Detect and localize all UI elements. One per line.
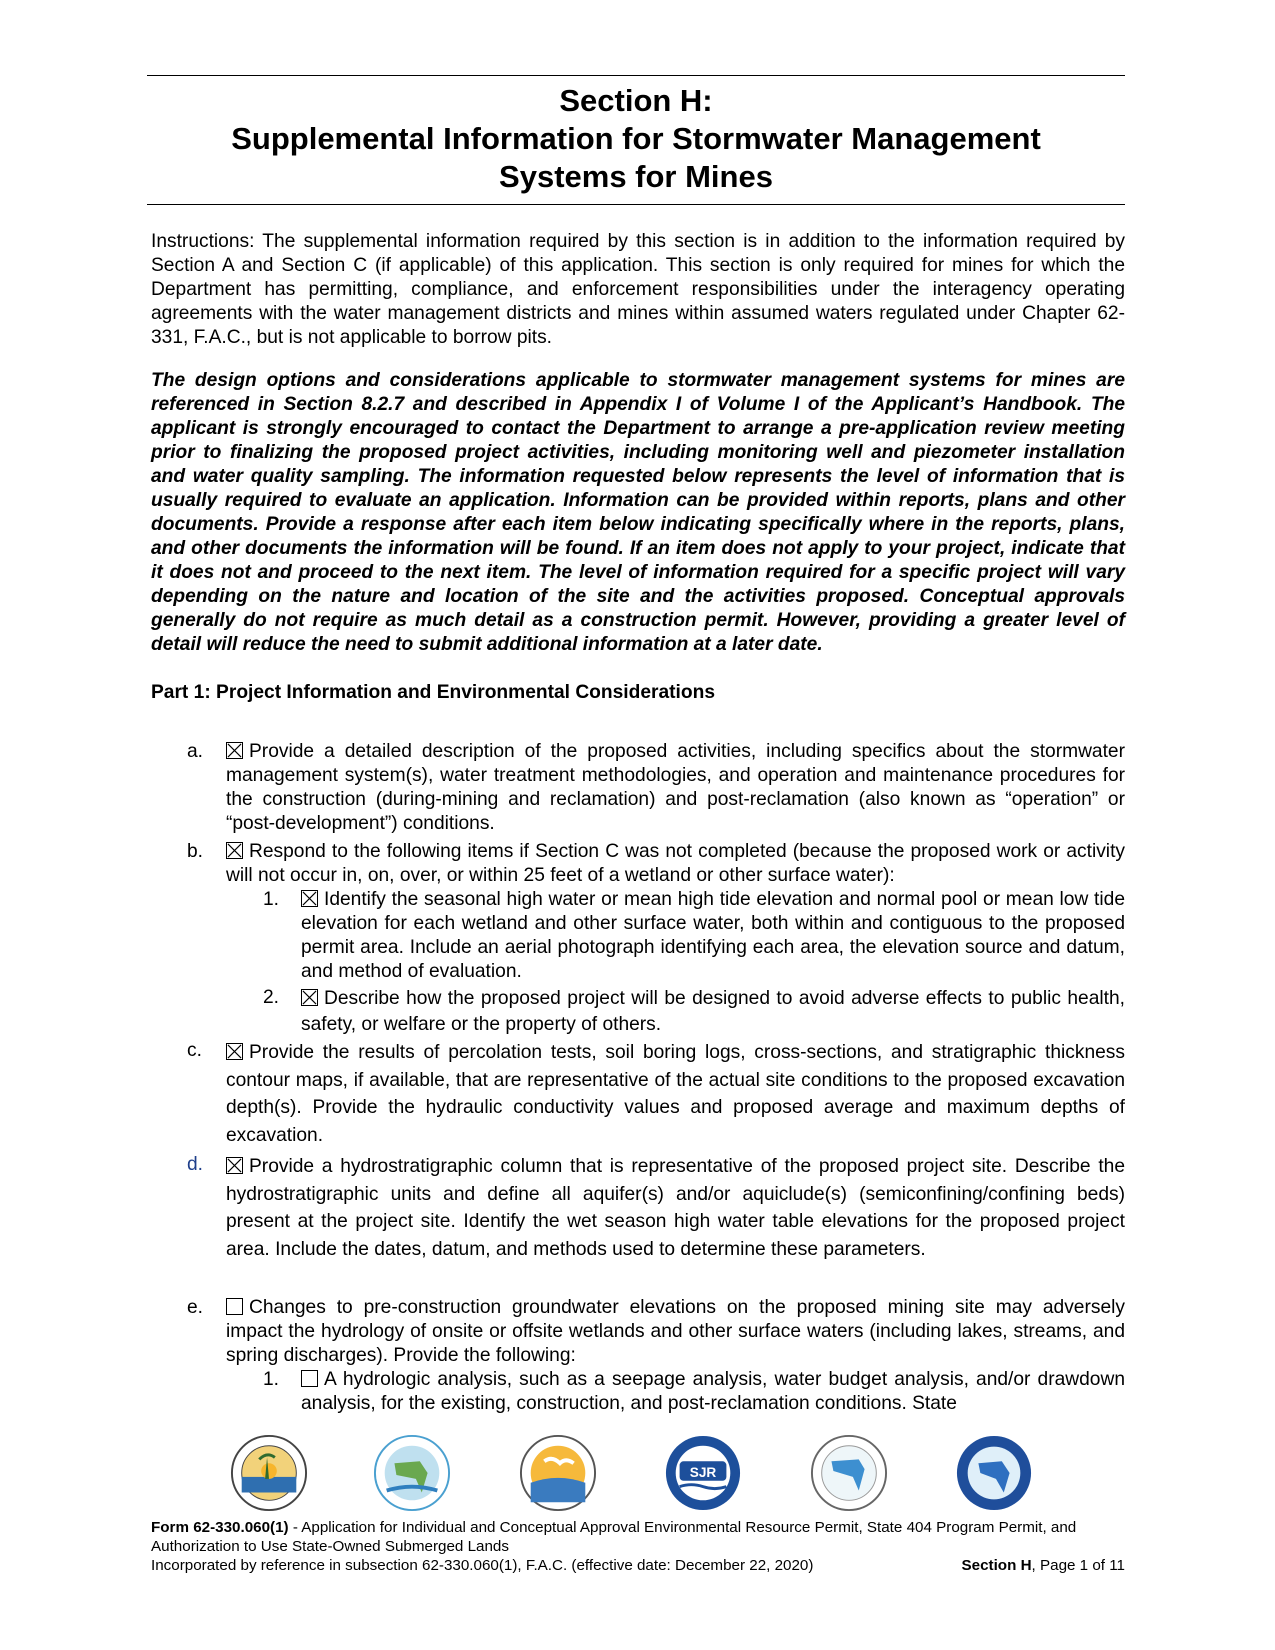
footer-form-number: Form 62-330.060(1)	[151, 1519, 289, 1536]
item-b2-text: Describe how the proposed project will be designed to avoid adverse effects to public health, safety, or welfare or the property of others.	[301, 988, 1125, 1035]
item-c-text: Provide the results of percolation tests, soil boring logs, cross-sections, and stratigraphic thickness contour maps, if available, that are representative of the actual site conditions to the proposed excavation depth(s). Provide the hydraulic conductivity values and proposed average and maximum depths of excavation.	[226, 1042, 1125, 1146]
item-b1-marker: 1.	[263, 889, 280, 910]
item-b1	[301, 888, 1125, 984]
item-a	[226, 740, 1125, 836]
srwmd-logo-icon	[519, 1434, 597, 1512]
item-c-checkbox[interactable]	[226, 1043, 243, 1060]
footer-form-desc: - Application for Individual and Conceptual Approval Environmental Resource Permit, State 404 Program Permit, and Authorization to Use State-Owned Submerged Lands	[151, 1519, 1077, 1555]
item-e-text: Changes to pre-construction groundwater elevations on the proposed mining site may adversely impact the hydrology of onsite or offsite wetlands and other surface waters (including lakes, streams, and spring discharges). Provide the following:	[226, 1297, 1125, 1366]
footer-form-line	[151, 1518, 1125, 1556]
item-b-text: Respond to the following items if Section C was not completed (because the proposed work or activity will not occur in, on, over, or within 25 feet of a wetland or other surface water):	[226, 841, 1125, 886]
footer-page-number	[962, 1556, 1126, 1575]
item-b2-marker: 2.	[263, 987, 280, 1008]
title-top-rule	[147, 75, 1125, 76]
item-b2-checkbox[interactable]	[301, 989, 318, 1006]
page-title	[147, 82, 1125, 196]
item-e1	[301, 1368, 1125, 1416]
item-b-checkbox[interactable]	[226, 842, 243, 859]
footer-section-label: Section H	[961, 1557, 1032, 1574]
item-b1-checkbox[interactable]	[301, 890, 318, 907]
item-a-marker: a.	[187, 741, 204, 762]
sfwmd-logo-icon	[955, 1434, 1033, 1512]
item-d-text: Provide a hydrostratigraphic column that is representative of the proposed project site. Describe the hydrostratigraphic units and define all aquifer(s) and/or aquiclude(s) (semiconfining/confining beds) present at the project site. Identify the wet season high water table elevations for the proposed project area. Include the dates, datum, and methods used to determine these parameters.	[226, 1156, 1125, 1260]
item-a-text: Provide a detailed description of the proposed activities, including specifics about the stormwater management system(s), water treatment methodologies, and operation and maintenance procedures for the construction (during-mining and reclamation) and post-reclamation (also known as “operation” or “post-development”) conditions.	[226, 741, 1125, 834]
item-e-checkbox[interactable]	[226, 1298, 243, 1315]
item-d-checkbox[interactable]	[226, 1157, 243, 1174]
title-line-3: Systems for Mines	[499, 159, 773, 194]
item-b1-text: Identify the seasonal high water or mean high tide elevation and normal pool or mean low tide elevation for each wetland and other surface water, both within and contiguous to the proposed permit area. Include an aerial photograph identifying each area, the elevation source and datum, and method of evaluation.	[301, 889, 1125, 982]
item-e1-text: A hydrologic analysis, such as a seepage analysis, water budget analysis, and/or drawdown analysis, for the existing, construction, and post-reclamation conditions. State	[301, 1369, 1125, 1414]
item-e1-marker: 1.	[263, 1369, 280, 1390]
title-line-1: Section H:	[559, 83, 713, 118]
swfwmd-logo-icon	[810, 1434, 888, 1512]
part1-heading: Part 1: Project Information and Environmental Considerations	[151, 682, 715, 703]
instructions-paragraph: Instructions: The supplemental information required by this section is in addition to the information required by Section A and Section C (if applicable) of this application. This section is only required for mines for which the Department has permitting, compliance, and enforcement responsibilities under the interagency operating agreements with the water management districts and mines within assumed waters regulated under Chapter 62-331, F.A.C., but is not applicable to borrow pits.	[151, 231, 1125, 348]
page-footer	[151, 1518, 1125, 1575]
agency-logos	[0, 1434, 1275, 1514]
sjrwmd-logo-icon	[664, 1434, 742, 1512]
item-b2	[301, 986, 1125, 1038]
sjr-logo-text: SJR	[689, 1464, 717, 1480]
item-a-checkbox[interactable]	[226, 742, 243, 759]
fdep-logo-icon	[230, 1434, 308, 1512]
nwfwmd-logo-icon	[373, 1434, 451, 1512]
footer-incorporated: Incorporated by reference in subsection 62-330.060(1), F.A.C. (effective date: December 22, 2020)	[151, 1557, 814, 1574]
item-c-marker: c.	[187, 1040, 202, 1061]
item-d-marker: d.	[187, 1154, 204, 1175]
item-b	[226, 840, 1125, 888]
item-c	[226, 1039, 1125, 1149]
item-e	[226, 1296, 1125, 1368]
item-b-marker: b.	[187, 841, 204, 862]
footer-page-text: , Page 1 of 11	[1031, 1557, 1125, 1574]
item-e-marker: e.	[187, 1297, 204, 1318]
guidance-paragraph: The design options and considerations applicable to stormwater management systems for mines are referenced in Section 8.2.7 and described in Appendix I of Volume I of the Applicant’s Handbook. The applicant is strongly encouraged to contact the Department to arrange a pre-application review meeting prior to finalizing the proposed project activities, including monitoring well and piezometer installation and water quality sampling. The information requested below represents the level of information that is usually required to evaluate an application. Information can be provided within reports, plans and other documents. Provide a response after each item below indicating specifically where in the reports, plans, and other documents the information will be found. If an item does not apply to your project, indicate that it does not and proceed to the next item. The level of information required for a specific project will vary depending on the nature and location of the site and the activities proposed. Conceptual approvals generally do not require as much detail as a construction permit. However, providing a greater level of detail will reduce the need to submit additional information at a later date.	[151, 370, 1125, 655]
item-d	[226, 1153, 1125, 1263]
title-bottom-rule	[147, 204, 1125, 205]
title-line-2: Supplemental Information for Stormwater Management	[231, 121, 1041, 156]
item-e1-checkbox[interactable]	[301, 1370, 318, 1387]
